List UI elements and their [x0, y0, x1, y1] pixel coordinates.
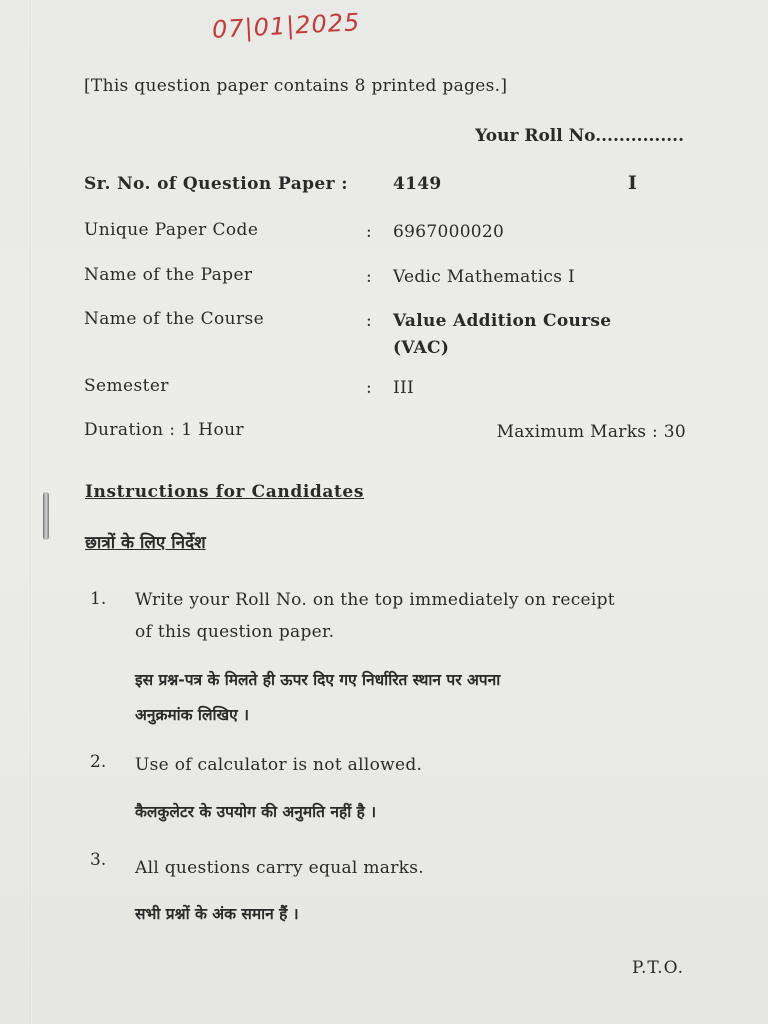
instruction-text: Write your Roll No. on the top immediately on receipt: [135, 590, 615, 610]
course-name-label: Name of the Course: [84, 309, 265, 329]
instructions-heading: Instructions for Candidates: [85, 482, 365, 502]
course-name-colon: :: [366, 311, 372, 331]
instruction-text: All questions carry equal marks.: [135, 858, 424, 878]
instruction-text-hindi: सभी प्रश्नों के अंक समान हैं ।: [135, 905, 299, 923]
please-turn-over: P.T.O.: [632, 958, 684, 978]
paper-code-label: Unique Paper Code: [84, 220, 259, 240]
set-mark: I: [628, 172, 637, 194]
instruction-text-hindi: अनुक्रमांक लिखिए ।: [135, 706, 249, 724]
instruction-number: 3.: [90, 850, 107, 870]
paper-fold-line: [30, 0, 32, 1024]
paper-name-value: Vedic Mathematics I: [393, 267, 575, 287]
course-name-value: Value Addition Course: [393, 311, 612, 331]
roll-number-label: Your Roll No...............: [475, 126, 684, 146]
duration-label: Duration : 1 Hour: [84, 420, 244, 440]
instruction-number: 1.: [90, 589, 107, 609]
max-marks-label: Maximum Marks : 30: [496, 422, 686, 442]
course-name-value-line2: (VAC): [393, 338, 450, 358]
semester-label: Semester: [84, 376, 169, 396]
sr-no-label: Sr. No. of Question Paper :: [84, 174, 348, 194]
page-count-note: [This question paper contains 8 printed pages.]: [84, 76, 508, 96]
sr-no-value: 4149: [393, 174, 442, 194]
instruction-text: Use of calculator is not allowed.: [135, 755, 423, 775]
paper-name-label: Name of the Paper: [84, 265, 253, 285]
handwritten-date: 07|01|2025: [211, 8, 361, 44]
semester-value: III: [393, 378, 415, 398]
paper-code-value: 6967000020: [393, 222, 505, 242]
instruction-text-hindi: कैलकुलेटर के उपयोग की अनुमति नहीं है ।: [135, 803, 377, 821]
paper-name-colon: :: [366, 267, 372, 287]
instruction-number: 2.: [90, 752, 107, 772]
staple-pin: [43, 492, 49, 540]
instruction-text: of this question paper.: [135, 622, 335, 642]
semester-colon: :: [366, 378, 372, 398]
instructions-heading-hindi: छात्रों के लिए निर्देश: [85, 533, 206, 553]
paper-code-colon: :: [366, 222, 372, 242]
instruction-text-hindi: इस प्रश्न-पत्र के मिलते ही ऊपर दिए गए निर्धारित स्थान पर अपना: [135, 671, 501, 689]
